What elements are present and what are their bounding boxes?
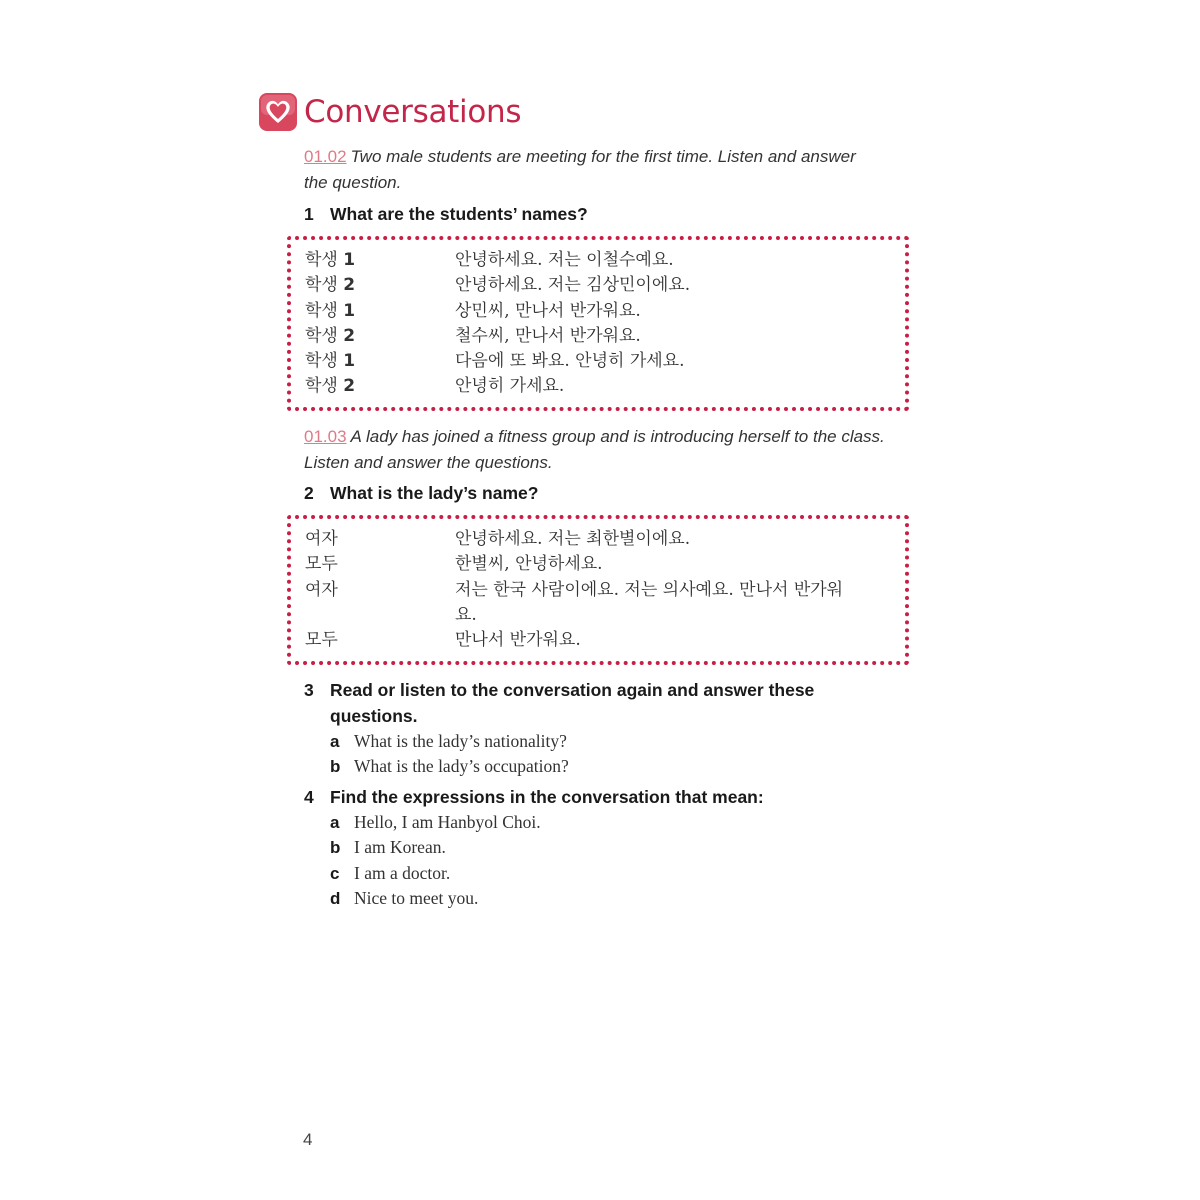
section-header (258, 92, 521, 132)
utterance: 안녕히 가세요. (455, 376, 565, 397)
question-4 (304, 784, 849, 911)
sub-question-letter: c (330, 863, 340, 883)
audio-track-link[interactable]: 01.03 (304, 427, 347, 446)
sub-question-letter: d (330, 888, 341, 908)
speaker-label: 학생 1 (305, 351, 356, 372)
utterance: 한별씨, 안녕하세요. (455, 554, 603, 575)
sub-question (304, 886, 849, 911)
utterance: 다음에 또 봐요. 안녕히 가세요. (455, 351, 685, 372)
utterance: 상민씨, 만나서 반가워요. (455, 300, 641, 321)
sub-question (304, 861, 849, 886)
utterance: 철수씨, 만나서 반가워요. (455, 325, 641, 346)
sub-question-text: Nice to meet you. (354, 887, 479, 908)
section-title: Conversations (304, 94, 522, 130)
speaker-label: 학생 2 (305, 325, 356, 346)
sub-question (304, 754, 849, 779)
dialogue-box-1 (287, 236, 909, 411)
sub-question-letter: b (330, 838, 341, 858)
dialogue-line (305, 324, 891, 349)
audio-instruction-1 (304, 144, 864, 196)
question-3 (304, 677, 849, 780)
audio-track-link[interactable]: 01.02 (304, 147, 347, 166)
question-number: 3 (304, 680, 314, 700)
speaker-label: 학생 1 (305, 250, 356, 270)
utterance: 안녕하세요. 저는 김상민이에요. (455, 275, 691, 296)
utterance: 만나서 반가워요. (455, 630, 581, 651)
sub-question-text: What is the lady’s occupation? (354, 756, 569, 777)
speaker-label: 여자 (305, 529, 338, 549)
sub-question-letter: a (330, 813, 340, 832)
dialogue-box-2 (287, 515, 909, 665)
question-4-prompt (304, 784, 849, 810)
speaker-label: 여자 (305, 579, 338, 600)
question-text: Read or listen to the conversation again and answer these questions. (330, 680, 815, 726)
question-text: Find the expressions in the conversation that mean: (330, 787, 764, 807)
question-text: What are the students’ names? (330, 204, 588, 224)
question-1 (304, 201, 864, 227)
sub-question-letter: b (330, 757, 341, 777)
dialogue-line (305, 248, 891, 273)
question-text: What is the lady’s name? (330, 483, 539, 503)
dialogue-line (305, 299, 891, 324)
speaker-label: 모두 (305, 554, 338, 575)
speaker-label: 학생 2 (305, 376, 356, 397)
speaker-label: 학생 1 (305, 300, 356, 321)
dialogue-line (305, 552, 891, 577)
utterance: 안녕하세요. 저는 이철수예요. (455, 250, 674, 270)
sub-question-text: What is the lady’s nationality? (354, 731, 567, 751)
audio-instruction-2 (304, 424, 894, 476)
question-number: 2 (304, 483, 314, 503)
dialogue-line (305, 374, 891, 399)
utterance: 안녕하세요. 저는 최한별이에요. (455, 529, 691, 549)
instruction-text: Two male students are meeting for the first time. Listen and answer the question. (304, 147, 856, 192)
speaker-label: 모두 (305, 630, 338, 651)
sub-question (304, 835, 849, 860)
instruction-text: A lady has joined a fitness group and is introducing herself to the class. Listen and answer the questions. (304, 427, 885, 472)
dialogue-line (305, 527, 891, 552)
question-number: 1 (304, 204, 314, 224)
dialogue-line (305, 628, 891, 653)
page-number: 4 (303, 1130, 313, 1149)
dialogue-line (305, 273, 891, 298)
sub-question (304, 729, 849, 754)
utterance: 저는 한국 사람이에요. 저는 의사예요. 만나서 반가워요. (455, 579, 844, 625)
question-number: 4 (304, 787, 314, 807)
sub-question-text: Hello, I am Hanbyol Choi. (354, 812, 541, 832)
sub-question-letter: a (330, 732, 340, 751)
sub-question-text: I am Korean. (354, 837, 446, 858)
speaker-label: 학생 2 (305, 275, 356, 296)
dialogue-line (305, 578, 891, 629)
sub-question-text: I am a doctor. (354, 862, 451, 883)
question-3-prompt (304, 677, 849, 729)
heart-speech-icon (258, 92, 298, 132)
dialogue-line (305, 349, 891, 374)
sub-question (304, 810, 849, 835)
question-2 (304, 480, 864, 506)
